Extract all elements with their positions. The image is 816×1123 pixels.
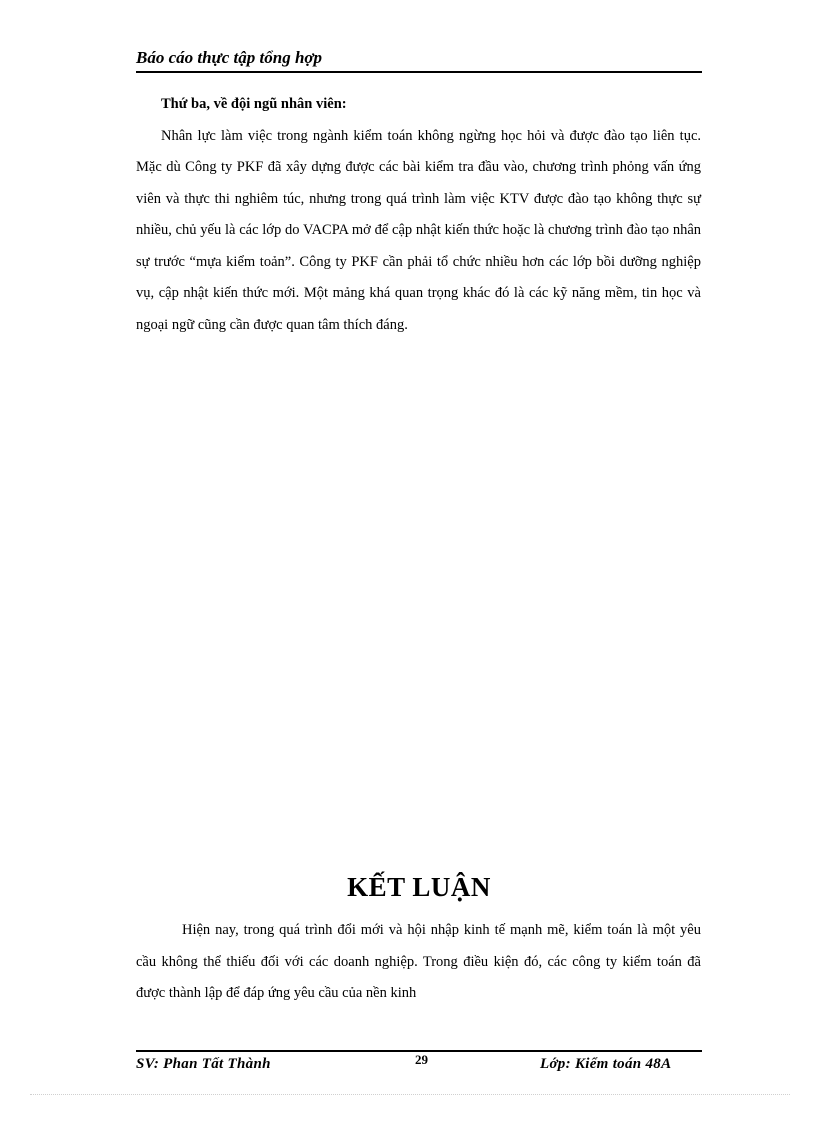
section-subheading: Thứ ba, về đội ngũ nhân viên: xyxy=(161,96,347,112)
header-rule xyxy=(136,71,702,73)
page-bottom-border xyxy=(30,1094,790,1095)
footer-student: SV: Phan Tất Thành xyxy=(136,1056,271,1072)
conclusion-title: KẾT LUẬN xyxy=(347,872,491,902)
footer-class: Lớp: Kiểm toán 48A xyxy=(540,1056,672,1072)
section-staff xyxy=(136,89,701,341)
header-title: Báo cáo thực tập tổng hợp xyxy=(136,48,323,67)
section-conclusion xyxy=(136,915,701,1010)
conclusion-paragraph: Hiện nay, trong quá trình đổi mới và hội nhập kinh tế mạnh mẽ, kiểm toán là một yêu cầu không thể thiếu đối với các doanh nghiệp. Trong điều kiện đó, các công ty kiểm toán đã được thành lập để đáp ứng yêu cầu của nền kinh xyxy=(136,922,701,1001)
section-paragraph: Nhân lực làm việc trong ngành kiểm toán không ngừng học hỏi và được đào tạo liên tục. Mặc dù Công ty PKF đã xây dựng được các bài kiểm tra đầu vào, chương trình phỏng vấn ứng viên và thực thi nghiêm túc, nhưng trong quá trình làm việc KTV được đào tạo không thực sự nhiều, chủ yếu là các lớp do VACPA mở để cập nhật kiến thức hoặc là chương trình đào tạo nhân sự trước “mựa kiểm toản”. Công ty PKF cần phải tổ chức nhiều hơn các lớp bồi dưỡng nghiệp vụ, cập nhật kiến thức mới. Một mảng khá quan trọng khác đó là các kỹ năng mềm, tin học và ngoại ngữ cũng cần được quan tâm thích đáng. xyxy=(136,127,701,333)
page-number: 29 xyxy=(415,1052,428,1067)
